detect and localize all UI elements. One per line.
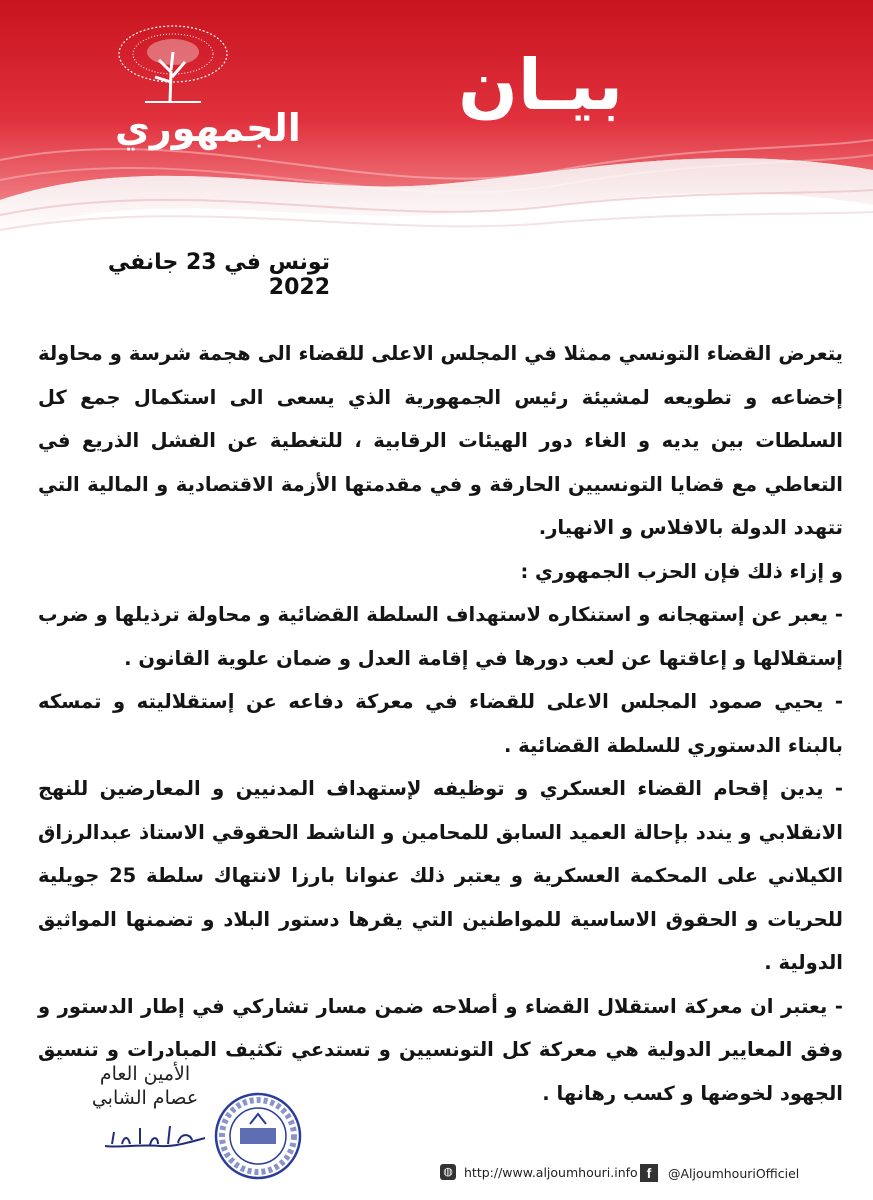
header-banner <box>0 0 873 260</box>
signatory-role: الأمين العام <box>99 1063 191 1085</box>
paragraph-point-4: - يعتبر ان معركة استقلال القضاء و أصلاحه ضمن مسار تشاركي في إطار الدستور و وفق المعايير الدولية هي معركة كل التونسيين و تستدعي تكثيف المبادرات و تنسيق الجهود لخوضها و كسب رهانها . <box>38 994 843 1105</box>
paragraph-point-2: - يحيي صمود المجلس الاعلى للقضاء في معركة دفاعه عن إستقلاليته و تمسكه بالبناء الدستوري للسلطة القضائية . <box>38 690 843 757</box>
signatory-block <box>80 1062 210 1110</box>
facebook-link[interactable] <box>640 1164 799 1182</box>
paragraph-lead: و إزاء ذلك فإن الحزب الجمهوري : <box>520 559 843 583</box>
facebook-icon: f <box>640 1164 658 1182</box>
paragraph-point-1: - يعبر عن إستهجانه و استنكاره لاستهداف السلطة القضائية و محاولة ترذيلها و ضرب إستقلالها و إعاقتها عن لعب دورها في إقامة العدل و ضمان علوية القانون . <box>38 603 843 670</box>
statement-body <box>38 332 843 1115</box>
logo-text: الجمهوري <box>115 106 301 150</box>
party-logo <box>115 22 301 152</box>
official-stamp <box>210 1090 306 1182</box>
tree-logo-icon <box>115 22 231 107</box>
statement-date: تونس في 23 جانفي 2022 <box>107 250 330 300</box>
facebook-handle: @AljoumhouriOfficiel <box>668 1165 800 1181</box>
website-url: http://www.aljoumhouri.info <box>464 1164 638 1180</box>
page-title: بيـان <box>458 44 623 126</box>
footer <box>440 1164 840 1188</box>
handwritten-signature <box>100 1118 210 1158</box>
paragraph-point-3: - يدين إقحام القضاء العسكري و توظيفه لإستهداف المدنيين و المعارضين للنهج الانقلابي و يندد بإحالة العميد السابق للمحامين و الناشط الحقوقي الاستاذ عبدالرزاق الكيلاني على المحكمة العسكرية و يعتبر ذلك عنوانا بارزا لانتهاك سلطة 25 جويلية للحريات و الحقوق الاساسية للمواطنين التي يقرها دستور البلاد و تضمنها المواثيق الدولية . <box>38 777 843 974</box>
globe-icon: ◍ <box>440 1164 456 1180</box>
website-link[interactable] <box>440 1164 638 1180</box>
signatory-name: عصام الشابي <box>91 1087 199 1109</box>
paragraph-intro: يتعرض القضاء التونسي ممثلا في المجلس الاعلى للقضاء الى هجمة شرسة و محاولة إخضاعه و تطويعه لمشيئة رئيس الجمهورية الذي يسعى الى استكمال جمع كل السلطات بين يديه و الغاء دور الهيئات الرقابية ، للتغطية عن الفشل الذريع في التعاطي مع قضايا التونسيين الحارقة و في مقدمتها الأزمة الاقتصادية و المالية التي تتهدد الدولة بالافلاس و الانهيار. <box>38 342 843 539</box>
